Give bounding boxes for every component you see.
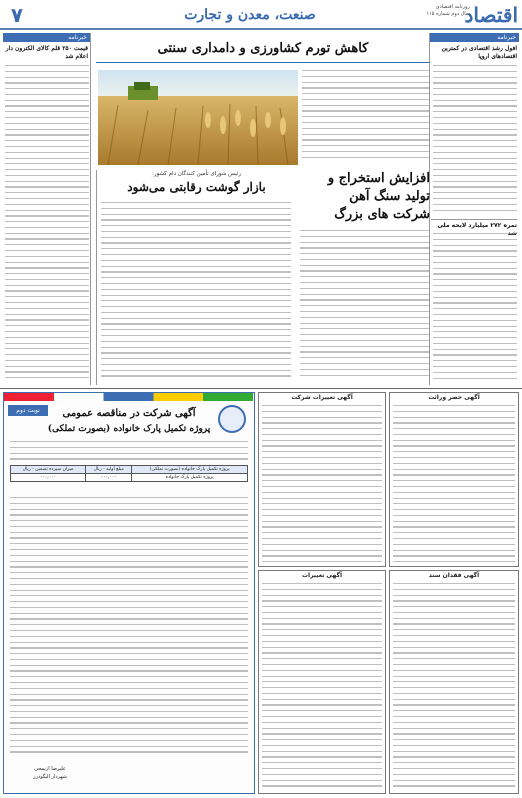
tender-title-line2: پروژه تکمیل پارک خانواده (بصورت تملکی) <box>47 424 211 434</box>
wheat-field-photo <box>98 70 298 165</box>
page-number: ۷ <box>10 3 24 27</box>
meat-headline: بازار گوشت رقابتی می‌شود <box>127 180 266 194</box>
notice-2-title: آگهی حصر وراثت <box>428 394 480 401</box>
tender-signature-line1: علیرضا ازیمجی <box>34 766 66 772</box>
notice-4-body <box>393 583 515 791</box>
notice-1 <box>258 392 386 567</box>
tender-intro <box>10 441 248 463</box>
iron-story <box>300 170 430 385</box>
tender-row-deposit: ۰۰۰,۰۰۰ <box>11 474 86 482</box>
notice-3-body <box>262 583 382 791</box>
top-story-rule <box>96 62 430 63</box>
left-item1-title: قیمت ۲۵۰ قلم کالای الکترون دار اعلام شد <box>5 45 88 60</box>
tender-table <box>10 465 248 482</box>
top-story-headline: کاهش تورم کشاورزی و دامداری سنتی <box>157 41 369 56</box>
tender-col-amount: مبلغ اولیه - ریال <box>86 466 132 474</box>
tender-top-bar <box>4 393 253 401</box>
notice-3 <box>258 570 386 794</box>
tender-row-amount: ۰۰۰,۰۰۰ <box>86 474 132 482</box>
tender-advertisement <box>3 392 255 794</box>
right-column-header: خبرنامه <box>430 33 519 42</box>
right-news-column <box>429 33 519 385</box>
left-item1-body <box>5 65 89 383</box>
notice-1-title: آگهی تغییرات شرکت <box>291 394 353 401</box>
tender-col-project: پروژه تکمیل پارک خانواده (بصورت تملکی) <box>132 466 248 474</box>
notice-4 <box>389 570 519 794</box>
masthead-info-line1: روزنامه اقتصادی <box>435 4 470 10</box>
top-story-body-right <box>302 70 430 165</box>
iron-story-body <box>300 230 430 380</box>
iron-headline-line2: تولید سنگ آهن <box>349 189 430 204</box>
notice-4-title: آگهی فقدان سند <box>428 572 480 579</box>
tender-col-deposit: میزان سپرده تضمین - ریال <box>11 466 86 474</box>
left-column-header: خبرنامه <box>3 33 90 42</box>
tender-badge: نوبت دوم <box>8 405 48 416</box>
right-item2-body <box>433 233 517 383</box>
notice-1-body <box>262 405 382 565</box>
right-item1-body <box>433 65 517 215</box>
notice-2-body <box>393 405 515 565</box>
tender-signature-line2: شهردار الیگودرز <box>33 774 67 780</box>
municipality-emblem-icon <box>218 405 246 433</box>
tender-row-project: پروژه تکمیل پارک خانواده <box>132 474 248 482</box>
iron-headline-line3: شرکت های بزرگ <box>334 207 430 222</box>
meat-kicker: رئیس شورای تأمین کنندگان دام کشور: <box>152 171 241 177</box>
masthead <box>0 0 522 30</box>
tender-signature <box>10 765 90 781</box>
left-news-column <box>3 33 91 385</box>
right-item2-title: تمره ۲۷۲ میلیارد لایحه ملی <box>431 219 517 238</box>
notice-2 <box>389 392 519 567</box>
meat-story-body <box>101 202 291 382</box>
right-item1-title: افول رشد اقتصادی در کمترین اقتصادهای اروپا <box>441 45 517 60</box>
masthead-info-line2: سال دوم شماره ۱۱۵ <box>426 11 470 17</box>
meat-story <box>96 170 294 385</box>
iron-headline-line1: افزایش استخراج و <box>327 171 430 186</box>
tender-body <box>10 497 248 757</box>
section-title: صنعت، معدن و تجارت <box>184 7 316 23</box>
newspaper-logo: اقتصاد <box>464 3 518 27</box>
tender-title-line1: آگهی شرکت در مناقصه عمومی <box>62 408 196 419</box>
section-divider <box>0 388 522 389</box>
notice-3-title: آگهی تغییرات <box>301 572 343 579</box>
